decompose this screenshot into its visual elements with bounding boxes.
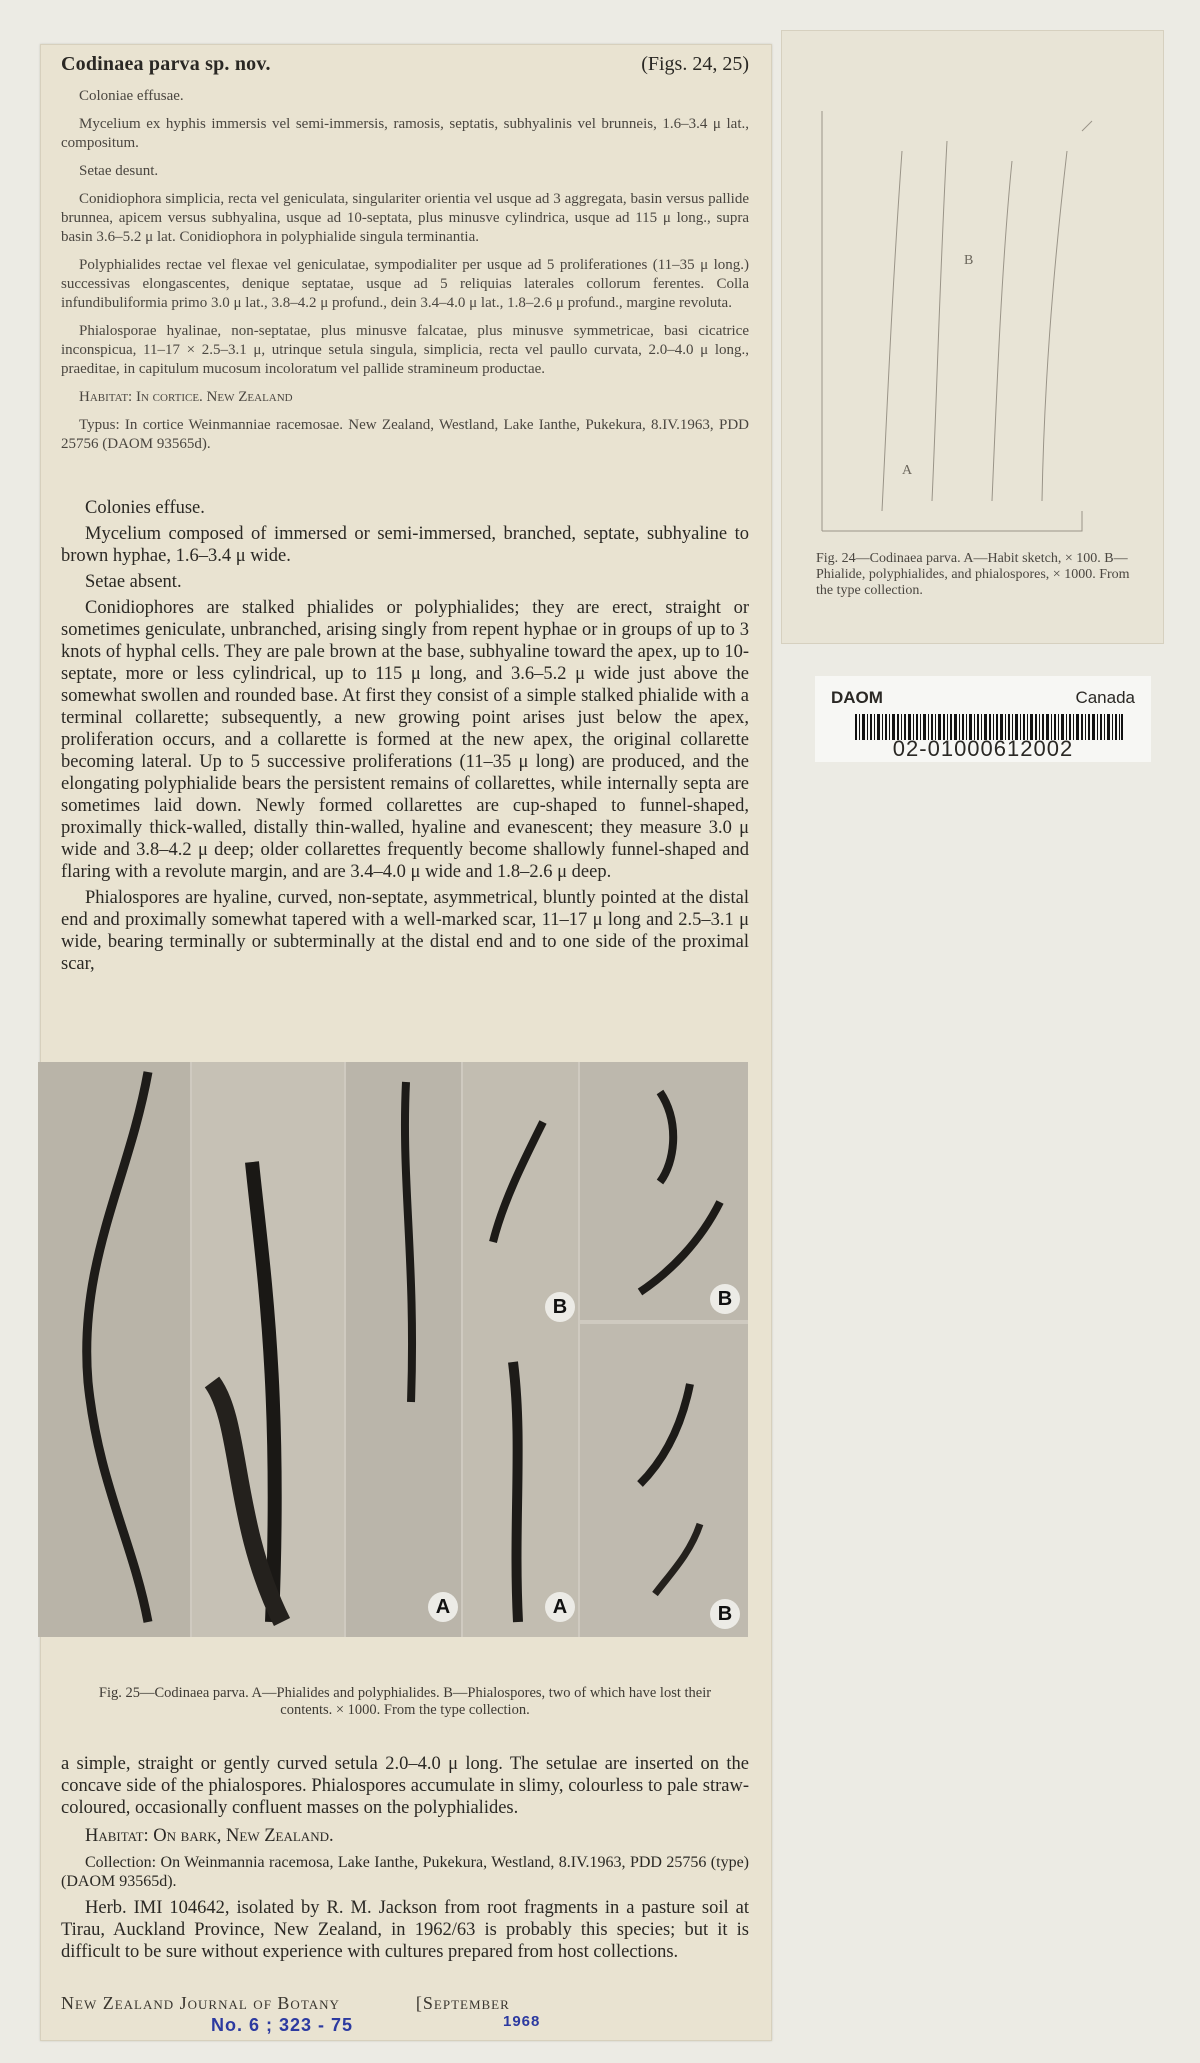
phialide-photo bbox=[38, 1062, 190, 1637]
photo-panel-spores-top bbox=[580, 1062, 748, 1320]
collection-line: Collection: On Weinmannia racemosa, Lake Ianthe, Pukekura, Westland, 8.IV.1963, PDD 25756 (type) (DAOM 93565d). bbox=[61, 1854, 749, 1890]
fig25-photo-plate bbox=[38, 1062, 748, 1637]
english-description bbox=[61, 497, 749, 979]
hyphae-photo bbox=[192, 1062, 344, 1637]
english-description-continued bbox=[61, 1753, 749, 1969]
herbarium-note: Herb. IMI 104642, isolated by R. M. Jackson from root fragments in a pasture soil at Tirau, Auckland Province, New Zealand, in 1962/63 is probably this species; but it is difficult to be sure without experience with cultures prepared from host collections. bbox=[61, 1898, 749, 1962]
fig24-label-a: A bbox=[902, 463, 913, 478]
plate-label-b: B bbox=[710, 1599, 740, 1629]
habitat-line: Habitat: On bark, New Zealand. bbox=[85, 1826, 334, 1846]
photo-panel-a2-b bbox=[463, 1062, 578, 1637]
latin-paragraph: Mycelium ex hyphis immersis vel semi-immersis, ramosis, septatis, subhyalinis vel brunneis, 1.6–3.4 μ lat., compositum. bbox=[61, 116, 749, 151]
figure-reference: (Figs. 24, 25) bbox=[641, 53, 749, 75]
latin-description bbox=[61, 87, 749, 463]
latin-habitat: Habitat: In cortice. New Zealand bbox=[79, 389, 293, 405]
english-paragraph: Setae absent. bbox=[85, 572, 182, 592]
english-paragraph: Phialospores are hyaline, curved, non-septate, asymmetrical, bluntly pointed at the distal end and proximally somewhat tapered with a well-marked scar, 11–17 μ long and 2.5–3.1 μ wide, bearing terminally or subterminally at the distal end and to one side of the proximal scar, bbox=[61, 888, 749, 974]
english-paragraph: a simple, straight or gently curved setula 2.0–4.0 μ long. The setulae are inserted on the concave side of the phialospores. Phialospores accumulate in slimy, colourless to pale straw-coloured, occasionally confluent masses on the polyphialides. bbox=[61, 1754, 749, 1818]
phialospore-photo bbox=[463, 1062, 578, 1637]
journal-name: New Zealand Journal of Botany bbox=[61, 1993, 340, 2013]
daom-label-title: DAOM bbox=[831, 688, 883, 707]
photo-panel-spores-bottom bbox=[580, 1324, 748, 1637]
latin-paragraph: Phialosporae hyalinae, non-septatae, plus minusve falcatae, plus minusve symmetricae, basi cicatrice inconspicua, 11–17 × 2.5–3.1 μ, utrinque setula singula, simplicia, recta vel paullo curvata, 2.0–4.0 μ long., praeditae, in capitulum mucosum incoloratum vel pallide stramineum productae. bbox=[61, 323, 749, 377]
latin-paragraph: Conidiophora simplicia, recta vel geniculata, singulariter orientia vel usque ad 3 aggregata, basin versus pallide brunnea, apicem versus subhyalina, usque ad 10-septata, plus minusve cylindrica, usque ad 115 μ long., supra basin 3.6–5.2 μ lat. Conidiophora in polyphialide singula terminantia. bbox=[61, 191, 749, 245]
journal-clipping bbox=[40, 44, 772, 2041]
english-paragraph: Mycelium composed of immersed or semi-immersed, branched, septate, subhyaline to brown hyphae, 1.6–3.4 μ wide. bbox=[61, 524, 749, 566]
fig25-caption: Fig. 25—Codinaea parva. A—Phialides and polyphialides. B—Phialospores, two of which have lost their contents. × 1000. From the type collection. bbox=[98, 1685, 712, 1718]
species-header bbox=[61, 53, 749, 76]
latin-paragraph: Setae desunt. bbox=[79, 163, 159, 179]
latin-paragraph: Coloniae effusae. bbox=[79, 88, 184, 104]
handwritten-volume: No. 6 ; 323 - 75 bbox=[211, 2015, 354, 2035]
species-title: Codinaea parva sp. nov. bbox=[61, 53, 271, 75]
specimen-number: 02-01000612002 bbox=[892, 736, 1074, 761]
plate-label-a: A bbox=[428, 1592, 458, 1622]
fig24-label-b: B bbox=[964, 253, 974, 268]
plate-label-b: B bbox=[545, 1292, 575, 1322]
phialospore-photo bbox=[580, 1324, 748, 1637]
handwritten-year: 1968 bbox=[503, 2013, 541, 2030]
canada-wordmark: Canada bbox=[1075, 688, 1135, 707]
english-paragraph: Colonies effuse. bbox=[85, 498, 205, 518]
journal-date: [September bbox=[415, 1993, 510, 2013]
photo-panel-a1 bbox=[346, 1062, 461, 1637]
plate-label-a: A bbox=[545, 1592, 575, 1622]
latin-typus: Typus: In cortice Weinmanniae racemosae. New Zealand, Westland, Lake Ianthe, Pukekura, 8.IV.1963, PDD 25756 (DAOM 93565d). bbox=[61, 417, 749, 452]
fig24-caption: Fig. 24—Codinaea parva. A—Habit sketch, × 100. B—Phialide, polyphialides, and phialospores, × 1000. From the type collection. bbox=[816, 551, 1130, 598]
english-paragraph: Conidiophores are stalked phialides or polyphialides; they are erect, straight or sometimes geniculate, unbranched, arising singly from repent hyphae or in groups of up to 3 knots of hyphal cells. They are pale brown at the base, subhyaline toward the apex, up to 10-septate, more or less cylindrical, up to 115 μ long, and 3.6–5.2 μ wide just above the somewhat swollen and rounded base. At first they consist of a simple stalked phialide with a terminal collarette; subsequently, a new growing point arises just below the apex, proliferation occurs, and a collarette is formed at the new apex, the original collarette becoming lateral. Up to 5 successive proliferations (11–35 μ long) are produced, and the elongating polyphialide bears the persistent remains of collarettes, while internally septa are sometimes laid down. Newly formed collarettes are cup-shaped to funnel-shaped, proximally thick-walled, distally thin-walled, hyaline and evanescent; they measure 3.0 μ wide and 3.8–4.2 μ deep; older collarettes frequently become shallowly funnel-shaped and flaring with a revolute margin, and are 3.4–4.0 μ wide and 1.8–2.6 μ deep. bbox=[61, 598, 749, 882]
latin-paragraph: Polyphialides rectae vel flexae vel geniculatae, sympodialiter per usque ad 5 proliferationes (11–35 μ long.) successivas elongascentes, denique septatae, usque ad 5 reliquias laterales collorum ferentes. Colla infundibuliformia primo 3.0 μ lat., 3.8–4.2 μ profund., dein 3.4–4.0 μ lat., 1.8–2.6 μ profund., margine revoluta. bbox=[61, 257, 749, 311]
journal-footer bbox=[61, 1993, 749, 2014]
photo-panel-dark-hyphae bbox=[192, 1062, 344, 1637]
fig24-sketch-card bbox=[781, 30, 1164, 644]
daom-barcode-label bbox=[815, 676, 1151, 762]
photo-panel-polyphialide bbox=[38, 1062, 190, 1637]
plate-label-b: B bbox=[710, 1284, 740, 1314]
phialide-photo bbox=[346, 1062, 461, 1637]
phialospore-photo bbox=[580, 1062, 748, 1320]
